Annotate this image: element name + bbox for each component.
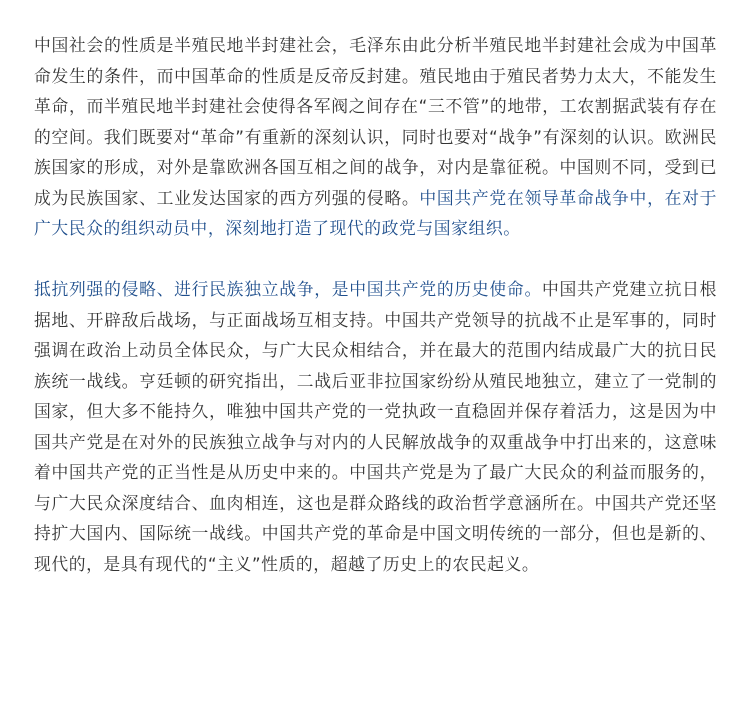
paragraph-2-highlight: 抵抗列强的侵略、进行民族独立战争，是中国共产党的历史使命。 [34,279,542,299]
paragraph-1-highlight: 中国共产党在领导革命战争中，在对于广大民众的组织动员中，深刻地打造了现代的政党与国家组织。 [34,187,717,238]
paragraph-1 [34,30,717,244]
paragraph-2 [34,274,717,579]
paragraph-2-text: 中国共产党建立抗日根据地、开辟敌后战场，与正面战场互相支持。中国共产党领导的抗战不止是军事的，同时强调在政治上动员全体民众，与广大民众相结合，并在最大的范围内结成最广大的抗日民族统一战线。亨廷顿的研究指出，二战后亚非拉国家纷纷从殖民地独立，建立了一党制的国家，但大多不能持久，唯独中国共产党的一党执政一直稳固并保存着活力，这是因为中国共产党是在对外的民族独立战争与对内的人民解放战争的双重战争中打出来的，这意味着中国共产党的正当性是从历史中来的。中国共产党是为了最广大民众的利益而服务的，与广大民众深度结合、血肉相连，这也是群众路线的政治哲学意涵所在。中国共产党还坚持扩大国内、国际统一战线。中国共产党的革命是中国文明传统的一部分，但也是新的、现代的，是具有现代的“主义”性质的，超越了历史上的农民起义。 [34,279,717,574]
paragraph-1-text: 中国社会的性质是半殖民地半封建社会，毛泽东由此分析半殖民地半封建社会成为中国革命发生的条件，而中国革命的性质是反帝反封建。殖民地由于殖民者势力太大，不能发生革命，而半殖民地半封建社会使得各军阀之间存在“三不管”的地带，工农割据武装有存在的空间。我们既要对“革命”有重新的深刻认识，同时也要对“战争”有深刻的认识。欧洲民族国家的形成，对外是靠欧洲各国互相之间的战争，对内是靠征税。中国则不同，受到已成为民族国家、工业发达国家的西方列强的侵略。 [34,35,717,208]
